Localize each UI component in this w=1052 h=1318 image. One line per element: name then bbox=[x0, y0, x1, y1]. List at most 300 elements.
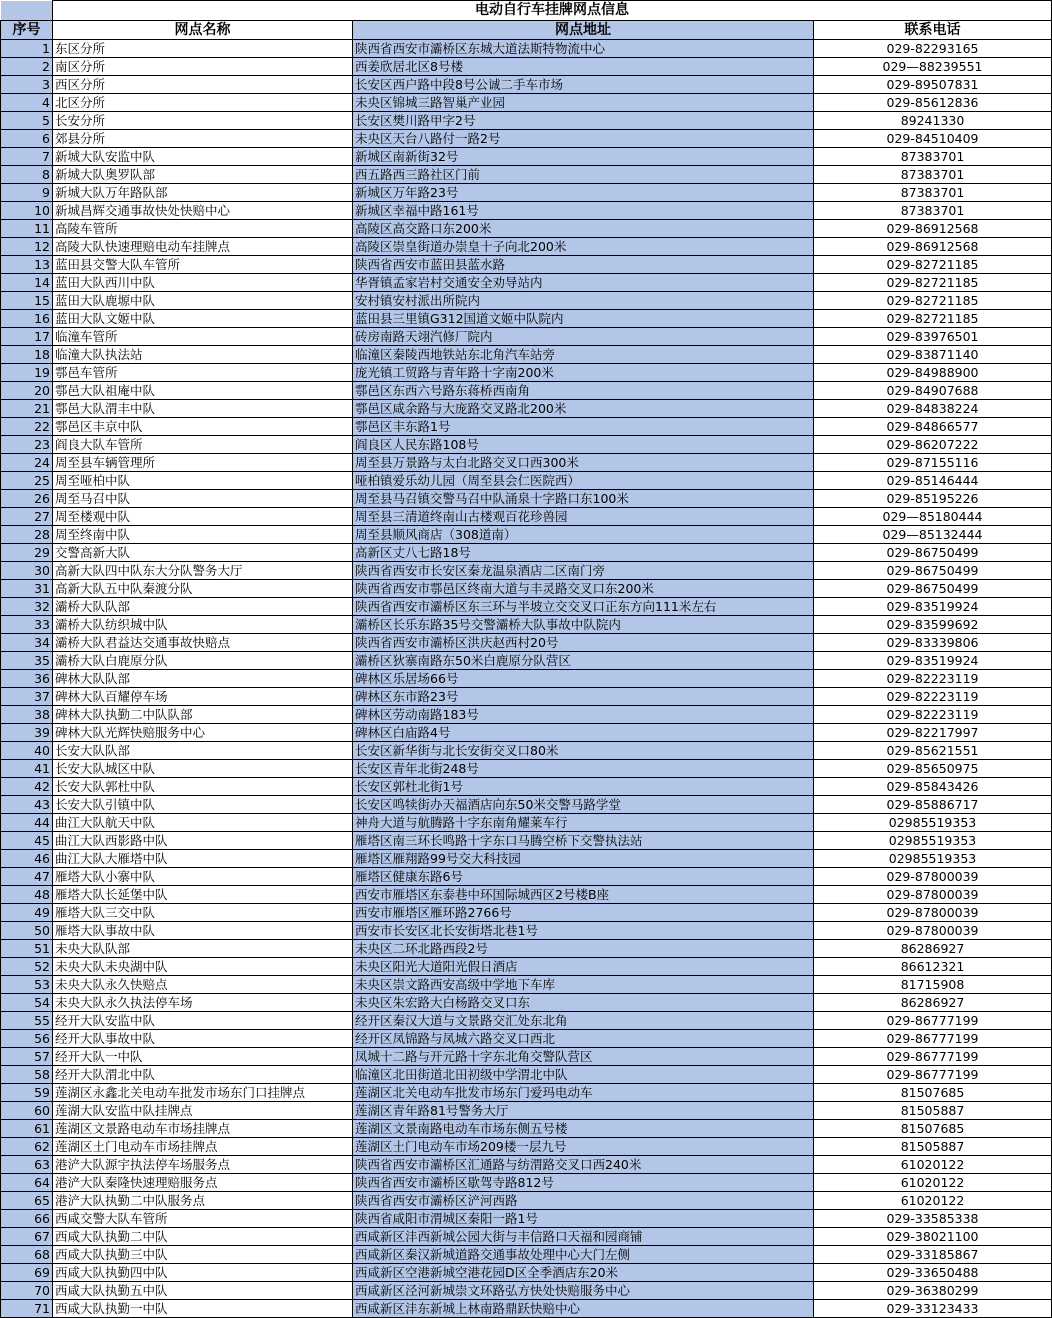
cell-phone: 81715908 bbox=[814, 976, 1052, 994]
table-row bbox=[1, 544, 1052, 562]
cell-phone: 029-85195226 bbox=[814, 490, 1052, 508]
cell-phone: 029-33585338 bbox=[814, 1210, 1052, 1228]
cell-phone: 029-86750499 bbox=[814, 580, 1052, 598]
cell-index: 62 bbox=[1, 1138, 53, 1156]
cell-name: 西咸大队执勤二中队 bbox=[53, 1228, 353, 1246]
cell-phone: 029-86207222 bbox=[814, 436, 1052, 454]
header-name: 网点名称 bbox=[53, 21, 353, 40]
cell-address: 鄠邑区东西六号路东蒋桥西南角 bbox=[353, 382, 814, 400]
table-row bbox=[1, 1030, 1052, 1048]
cell-index: 57 bbox=[1, 1048, 53, 1066]
cell-index: 3 bbox=[1, 76, 53, 94]
cell-address: 陕西省西安市灞桥区汇通路与纺渭路交叉口西240米 bbox=[353, 1156, 814, 1174]
cell-address: 新城区南新街32号 bbox=[353, 148, 814, 166]
cell-name: 港浐大队秦隆快速理赔服务点 bbox=[53, 1174, 353, 1192]
cell-phone: 029-83519924 bbox=[814, 652, 1052, 670]
cell-address: 长安区新华街与北长安街交叉口80米 bbox=[353, 742, 814, 760]
cell-phone: 029-86912568 bbox=[814, 238, 1052, 256]
cell-phone: 029-33185867 bbox=[814, 1246, 1052, 1264]
cell-index: 64 bbox=[1, 1174, 53, 1192]
table-row bbox=[1, 1102, 1052, 1120]
table-row bbox=[1, 346, 1052, 364]
cell-name: 阎良大队车管所 bbox=[53, 436, 353, 454]
cell-name: 曲江大队航天中队 bbox=[53, 814, 353, 832]
cell-phone: 61020122 bbox=[814, 1192, 1052, 1210]
cell-address: 陕西省西安市灞桥区东三环与半坡立交交叉口正东方向111米左右 bbox=[353, 598, 814, 616]
cell-index: 34 bbox=[1, 634, 53, 652]
cell-address: 碑林区白庙路4号 bbox=[353, 724, 814, 742]
cell-index: 21 bbox=[1, 400, 53, 418]
cell-index: 52 bbox=[1, 958, 53, 976]
cell-name: 蓝田大队文姬中队 bbox=[53, 310, 353, 328]
table-row bbox=[1, 220, 1052, 238]
cell-address: 鄠邑区咸余路与大庞路交叉路北200米 bbox=[353, 400, 814, 418]
cell-phone: 029-33650488 bbox=[814, 1264, 1052, 1282]
cell-index: 71 bbox=[1, 1300, 53, 1318]
cell-phone: 029-87800039 bbox=[814, 904, 1052, 922]
table-row bbox=[1, 1138, 1052, 1156]
cell-address: 西安市雁塔区雁环路2766号 bbox=[353, 904, 814, 922]
cell-address: 周至县万景路与太白北路交叉口西300米 bbox=[353, 454, 814, 472]
table-row bbox=[1, 580, 1052, 598]
cell-address: 西咸新区沣西新城公园大街与丰信路口天福和园商铺 bbox=[353, 1228, 814, 1246]
cell-name: 周至楼观中队 bbox=[53, 508, 353, 526]
table-row bbox=[1, 76, 1052, 94]
cell-index: 56 bbox=[1, 1030, 53, 1048]
table-row bbox=[1, 1048, 1052, 1066]
cell-phone: 029-85650975 bbox=[814, 760, 1052, 778]
cell-address: 西咸新区秦汉新城道路交通事故处理中心大门左侧 bbox=[353, 1246, 814, 1264]
header-index: 序号 bbox=[1, 21, 53, 40]
cell-phone: 029-83599692 bbox=[814, 616, 1052, 634]
cell-name: 长安大队郭杜中队 bbox=[53, 778, 353, 796]
cell-address: 新城区幸福中路161号 bbox=[353, 202, 814, 220]
cell-phone: 029—88239551 bbox=[814, 58, 1052, 76]
cell-address: 灞桥区长乐东路35号交警灞桥大队事故中队院内 bbox=[353, 616, 814, 634]
cell-address: 临潼区北田街道北田初级中学渭北中队 bbox=[353, 1066, 814, 1084]
cell-index: 63 bbox=[1, 1156, 53, 1174]
table-row bbox=[1, 1282, 1052, 1300]
table-row bbox=[1, 1084, 1052, 1102]
cell-index: 35 bbox=[1, 652, 53, 670]
cell-address: 长安区樊川路甲字2号 bbox=[353, 112, 814, 130]
table-row bbox=[1, 1246, 1052, 1264]
cell-phone: 029-82721185 bbox=[814, 310, 1052, 328]
table-row bbox=[1, 166, 1052, 184]
cell-index: 37 bbox=[1, 688, 53, 706]
cell-index: 53 bbox=[1, 976, 53, 994]
table-row bbox=[1, 130, 1052, 148]
cell-index: 45 bbox=[1, 832, 53, 850]
cell-address: 陕西省西安市灞桥区歇驾寺路812号 bbox=[353, 1174, 814, 1192]
table-row bbox=[1, 724, 1052, 742]
cell-name: 新城大队安监中队 bbox=[53, 148, 353, 166]
cell-index: 10 bbox=[1, 202, 53, 220]
cell-address: 陕西省西安市灞桥区东城大道法斯特物流中心 bbox=[353, 40, 814, 58]
cell-name: 临潼车管所 bbox=[53, 328, 353, 346]
cell-address: 雁塔区南三环长鸣路十字东口马腾空桥下交警执法站 bbox=[353, 832, 814, 850]
cell-phone: 029-82721185 bbox=[814, 256, 1052, 274]
cell-name: 曲江大队西影路中队 bbox=[53, 832, 353, 850]
cell-address: 陕西省西安市鄠邑区终南大道与丰灵路交叉口东200米 bbox=[353, 580, 814, 598]
cell-name: 长安大队引镇中队 bbox=[53, 796, 353, 814]
cell-name: 经开大队安监中队 bbox=[53, 1012, 353, 1030]
cell-index: 29 bbox=[1, 544, 53, 562]
cell-index: 13 bbox=[1, 256, 53, 274]
cell-name: 郊县分所 bbox=[53, 130, 353, 148]
cell-name: 经开大队渭北中队 bbox=[53, 1066, 353, 1084]
table-row bbox=[1, 238, 1052, 256]
cell-index: 24 bbox=[1, 454, 53, 472]
cell-phone: 029-82223119 bbox=[814, 670, 1052, 688]
table-row bbox=[1, 814, 1052, 832]
cell-address: 长安区西户路中段8号公诚二手车市场 bbox=[353, 76, 814, 94]
cell-index: 38 bbox=[1, 706, 53, 724]
cell-phone: 029-86777199 bbox=[814, 1066, 1052, 1084]
cell-name: 碑林大队百耀停车场 bbox=[53, 688, 353, 706]
cell-name: 碑林大队执勤二中队队部 bbox=[53, 706, 353, 724]
cell-phone: 86286927 bbox=[814, 940, 1052, 958]
table-row bbox=[1, 58, 1052, 76]
cell-index: 70 bbox=[1, 1282, 53, 1300]
cell-name: 港浐大队源宇执法停车场服务点 bbox=[53, 1156, 353, 1174]
cell-name: 蓝田大队鹿塬中队 bbox=[53, 292, 353, 310]
table-row bbox=[1, 850, 1052, 868]
cell-name: 高新大队四中队东大分队警务大厅 bbox=[53, 562, 353, 580]
cell-index: 12 bbox=[1, 238, 53, 256]
cell-phone: 029-83519924 bbox=[814, 598, 1052, 616]
cell-name: 西咸大队执勤四中队 bbox=[53, 1264, 353, 1282]
cell-index: 46 bbox=[1, 850, 53, 868]
cell-phone: 61020122 bbox=[814, 1174, 1052, 1192]
cell-address: 砖房南路天翊汽修厂院内 bbox=[353, 328, 814, 346]
cell-index: 40 bbox=[1, 742, 53, 760]
cell-address: 长安区鸣犊街办天福酒店向东50米交警马路学堂 bbox=[353, 796, 814, 814]
cell-address: 陕西省西安市长安区秦龙温泉酒店二区南门旁 bbox=[353, 562, 814, 580]
table-row bbox=[1, 688, 1052, 706]
table-row bbox=[1, 598, 1052, 616]
cell-name: 灞桥大队君益达交通事故快赔点 bbox=[53, 634, 353, 652]
cell-phone: 029-82223119 bbox=[814, 706, 1052, 724]
cell-index: 47 bbox=[1, 868, 53, 886]
cell-phone: 029-84907688 bbox=[814, 382, 1052, 400]
cell-index: 48 bbox=[1, 886, 53, 904]
table-row bbox=[1, 526, 1052, 544]
cell-name: 雁塔大队长延堡中队 bbox=[53, 886, 353, 904]
cell-name: 交警高新大队 bbox=[53, 544, 353, 562]
cell-address: 雁塔区雁翔路99号交大科技园 bbox=[353, 850, 814, 868]
cell-address: 未央区二环北路西段2号 bbox=[353, 940, 814, 958]
cell-phone: 029-38021100 bbox=[814, 1228, 1052, 1246]
cell-address: 鄠邑区丰东路1号 bbox=[353, 418, 814, 436]
cell-name: 南区分所 bbox=[53, 58, 353, 76]
cell-address: 未央区崇文路西安高级中学地下车库 bbox=[353, 976, 814, 994]
table-row bbox=[1, 436, 1052, 454]
cell-address: 西五路西三路社区门前 bbox=[353, 166, 814, 184]
cell-phone: 029-89507831 bbox=[814, 76, 1052, 94]
table-row bbox=[1, 310, 1052, 328]
cell-address: 高陵区高交路口东200米 bbox=[353, 220, 814, 238]
cell-phone: 81505887 bbox=[814, 1102, 1052, 1120]
cell-phone: 02985519353 bbox=[814, 832, 1052, 850]
cell-name: 莲湖区文景路电动车市场挂牌点 bbox=[53, 1120, 353, 1138]
cell-phone: 02985519353 bbox=[814, 814, 1052, 832]
cell-phone: 029-86777199 bbox=[814, 1030, 1052, 1048]
cell-address: 陕西省西安市灞桥区浐河西路 bbox=[353, 1192, 814, 1210]
table-row bbox=[1, 256, 1052, 274]
cell-address: 蓝田县三里镇G312国道文姬中队院内 bbox=[353, 310, 814, 328]
table-row bbox=[1, 778, 1052, 796]
cell-name: 经开大队事故中队 bbox=[53, 1030, 353, 1048]
cell-phone: 029-87800039 bbox=[814, 886, 1052, 904]
table-row bbox=[1, 976, 1052, 994]
cell-phone: 87383701 bbox=[814, 148, 1052, 166]
table-row bbox=[1, 742, 1052, 760]
cell-name: 高陵大队快速理赔电动车挂牌点 bbox=[53, 238, 353, 256]
table-row bbox=[1, 616, 1052, 634]
cell-index: 28 bbox=[1, 526, 53, 544]
cell-index: 15 bbox=[1, 292, 53, 310]
cell-phone: 87383701 bbox=[814, 184, 1052, 202]
cell-name: 周至县车辆管理所 bbox=[53, 454, 353, 472]
cell-name: 北区分所 bbox=[53, 94, 353, 112]
cell-name: 莲湖区永鑫北关电动车批发市场东门口挂牌点 bbox=[53, 1084, 353, 1102]
cell-name: 鄠邑大队祖庵中队 bbox=[53, 382, 353, 400]
cell-address: 碑林区乐居场66号 bbox=[353, 670, 814, 688]
cell-name: 长安大队城区中队 bbox=[53, 760, 353, 778]
cell-phone: 029-83976501 bbox=[814, 328, 1052, 346]
cell-phone: 89241330 bbox=[814, 112, 1052, 130]
cell-name: 新城昌辉交通事故快处快赔中心 bbox=[53, 202, 353, 220]
cell-phone: 029-36380299 bbox=[814, 1282, 1052, 1300]
cell-address: 未央区朱宏路大白杨路交叉口东 bbox=[353, 994, 814, 1012]
cell-phone: 029-85843426 bbox=[814, 778, 1052, 796]
cell-index: 11 bbox=[1, 220, 53, 238]
cell-index: 51 bbox=[1, 940, 53, 958]
cell-address: 西安市雁塔区东泰巷中环国际城西区2号楼B座 bbox=[353, 886, 814, 904]
cell-name: 鄠邑大队渭丰中队 bbox=[53, 400, 353, 418]
cell-index: 32 bbox=[1, 598, 53, 616]
table-row bbox=[1, 940, 1052, 958]
cell-address: 西咸新区空港新城空港花园D区全季酒店东20米 bbox=[353, 1264, 814, 1282]
cell-index: 23 bbox=[1, 436, 53, 454]
table-row bbox=[1, 958, 1052, 976]
cell-index: 27 bbox=[1, 508, 53, 526]
cell-address: 高陵区崇皇街道办崇皇十子向北200米 bbox=[353, 238, 814, 256]
cell-index: 59 bbox=[1, 1084, 53, 1102]
cell-phone: 81507685 bbox=[814, 1120, 1052, 1138]
cell-phone: 029-83871140 bbox=[814, 346, 1052, 364]
cell-address: 西咸新区沣东新城上林南路鼎跃快赔中心 bbox=[353, 1300, 814, 1318]
cell-name: 未央大队队部 bbox=[53, 940, 353, 958]
cell-index: 9 bbox=[1, 184, 53, 202]
cell-address: 莲湖区土门电动车市场209楼一层九号 bbox=[353, 1138, 814, 1156]
cell-phone: 029-84866577 bbox=[814, 418, 1052, 436]
cell-address: 陕西省咸阳市渭城区秦阳一路1号 bbox=[353, 1210, 814, 1228]
cell-address: 经开区凤锦路与凤城六路交叉口西北 bbox=[353, 1030, 814, 1048]
cell-address: 长安区郭杜北街1号 bbox=[353, 778, 814, 796]
table-row bbox=[1, 1174, 1052, 1192]
cell-phone: 029—85132444 bbox=[814, 526, 1052, 544]
cell-address: 神舟大道与航腾路十字东南角耀莱车行 bbox=[353, 814, 814, 832]
header-phone: 联系电话 bbox=[814, 21, 1052, 40]
cell-address: 高新区丈八七路18号 bbox=[353, 544, 814, 562]
cell-phone: 029—85180444 bbox=[814, 508, 1052, 526]
cell-address: 临潼区秦陵西地铁站东北角汽车站旁 bbox=[353, 346, 814, 364]
cell-address: 雁塔区健康东路6号 bbox=[353, 868, 814, 886]
cell-name: 鄠邑车管所 bbox=[53, 364, 353, 382]
cell-address: 经开区秦汉大道与文景路交汇处东北角 bbox=[353, 1012, 814, 1030]
cell-index: 2 bbox=[1, 58, 53, 76]
table-row bbox=[1, 562, 1052, 580]
table-row bbox=[1, 382, 1052, 400]
header-address: 网点地址 bbox=[353, 21, 814, 40]
table-row bbox=[1, 796, 1052, 814]
table-row bbox=[1, 94, 1052, 112]
cell-phone: 029-85621551 bbox=[814, 742, 1052, 760]
cell-name: 长安分所 bbox=[53, 112, 353, 130]
table-row bbox=[1, 148, 1052, 166]
table-row bbox=[1, 490, 1052, 508]
cell-phone: 029-82223119 bbox=[814, 688, 1052, 706]
table-row bbox=[1, 184, 1052, 202]
cell-address: 莲湖区文景南路电动车市场东侧五号楼 bbox=[353, 1120, 814, 1138]
table-row bbox=[1, 1156, 1052, 1174]
cell-name: 蓝田县交警大队车管所 bbox=[53, 256, 353, 274]
table-body bbox=[1, 40, 1052, 1318]
table-row bbox=[1, 1264, 1052, 1282]
cell-index: 50 bbox=[1, 922, 53, 940]
table-row bbox=[1, 832, 1052, 850]
cell-address: 庞光镇工贸路与青年路十字南200米 bbox=[353, 364, 814, 382]
table-row bbox=[1, 508, 1052, 526]
cell-address: 陕西省西安市蓝田县蓝水路 bbox=[353, 256, 814, 274]
cell-address: 西安市长安区北长安街塔北巷1号 bbox=[353, 922, 814, 940]
cell-phone: 029-84838224 bbox=[814, 400, 1052, 418]
title-row bbox=[1, 1, 1052, 21]
cell-phone: 029-87800039 bbox=[814, 922, 1052, 940]
corner-cell bbox=[1, 1, 53, 21]
cell-name: 鄠邑区丰京中队 bbox=[53, 418, 353, 436]
cell-index: 67 bbox=[1, 1228, 53, 1246]
table-row bbox=[1, 1066, 1052, 1084]
cell-phone: 61020122 bbox=[814, 1156, 1052, 1174]
cell-address: 灞桥区狄寨南路东50米白鹿原分队营区 bbox=[353, 652, 814, 670]
cell-index: 8 bbox=[1, 166, 53, 184]
cell-name: 临潼大队执法站 bbox=[53, 346, 353, 364]
cell-address: 未央区阳光大道阳光假日酒店 bbox=[353, 958, 814, 976]
cell-phone: 029-84988900 bbox=[814, 364, 1052, 382]
cell-name: 西咸大队执勤三中队 bbox=[53, 1246, 353, 1264]
table-row bbox=[1, 1192, 1052, 1210]
cell-index: 31 bbox=[1, 580, 53, 598]
cell-name: 高新大队五中队秦渡分队 bbox=[53, 580, 353, 598]
table-row bbox=[1, 364, 1052, 382]
cell-phone: 029-87800039 bbox=[814, 868, 1052, 886]
cell-address: 碑林区劳动南路183号 bbox=[353, 706, 814, 724]
cell-phone: 02985519353 bbox=[814, 850, 1052, 868]
cell-phone: 81505887 bbox=[814, 1138, 1052, 1156]
cell-address: 新城区万年路23号 bbox=[353, 184, 814, 202]
cell-index: 30 bbox=[1, 562, 53, 580]
table-row bbox=[1, 706, 1052, 724]
cell-address: 莲湖区北关电动车批发市场东门爱玛电动车 bbox=[353, 1084, 814, 1102]
cell-phone: 029-84510409 bbox=[814, 130, 1052, 148]
table-row bbox=[1, 40, 1052, 58]
cell-index: 68 bbox=[1, 1246, 53, 1264]
cell-name: 碑林大队队部 bbox=[53, 670, 353, 688]
cell-index: 66 bbox=[1, 1210, 53, 1228]
cell-name: 西咸大队执勤五中队 bbox=[53, 1282, 353, 1300]
cell-index: 20 bbox=[1, 382, 53, 400]
cell-phone: 029-82721185 bbox=[814, 292, 1052, 310]
cell-index: 58 bbox=[1, 1066, 53, 1084]
cell-address: 未央区锦城三路智巢产业园 bbox=[353, 94, 814, 112]
cell-address: 西姜欣居北区8号楼 bbox=[353, 58, 814, 76]
cell-index: 17 bbox=[1, 328, 53, 346]
header-row bbox=[1, 21, 1052, 40]
cell-name: 长安大队队部 bbox=[53, 742, 353, 760]
table-row bbox=[1, 202, 1052, 220]
cell-index: 22 bbox=[1, 418, 53, 436]
cell-index: 39 bbox=[1, 724, 53, 742]
cell-address: 凤城十二路与开元路十字东北角交警队营区 bbox=[353, 1048, 814, 1066]
cell-index: 55 bbox=[1, 1012, 53, 1030]
cell-name: 周至终南中队 bbox=[53, 526, 353, 544]
table-row bbox=[1, 274, 1052, 292]
table-row bbox=[1, 400, 1052, 418]
cell-name: 高陵车管所 bbox=[53, 220, 353, 238]
cell-name: 西区分所 bbox=[53, 76, 353, 94]
table-row bbox=[1, 1120, 1052, 1138]
cell-phone: 029-82721185 bbox=[814, 274, 1052, 292]
cell-name: 莲湖大队安监中队挂牌点 bbox=[53, 1102, 353, 1120]
cell-phone: 029-85886717 bbox=[814, 796, 1052, 814]
cell-name: 未央大队永久快赔点 bbox=[53, 976, 353, 994]
cell-phone: 86286927 bbox=[814, 994, 1052, 1012]
cell-name: 雁塔大队小寨中队 bbox=[53, 868, 353, 886]
cell-index: 19 bbox=[1, 364, 53, 382]
cell-phone: 87383701 bbox=[814, 166, 1052, 184]
cell-phone: 029-33123433 bbox=[814, 1300, 1052, 1318]
cell-name: 灞桥大队队部 bbox=[53, 598, 353, 616]
cell-name: 西咸大队执勤一中队 bbox=[53, 1300, 353, 1318]
cell-address: 华胥镇孟家岩村交通安全劝导站内 bbox=[353, 274, 814, 292]
cell-index: 44 bbox=[1, 814, 53, 832]
cell-index: 18 bbox=[1, 346, 53, 364]
cell-name: 东区分所 bbox=[53, 40, 353, 58]
table-row bbox=[1, 634, 1052, 652]
cell-name: 灞桥大队白鹿原分队 bbox=[53, 652, 353, 670]
cell-index: 7 bbox=[1, 148, 53, 166]
cell-index: 16 bbox=[1, 310, 53, 328]
cell-phone: 029-86777199 bbox=[814, 1012, 1052, 1030]
cell-index: 26 bbox=[1, 490, 53, 508]
table-row bbox=[1, 112, 1052, 130]
cell-index: 54 bbox=[1, 994, 53, 1012]
cell-index: 41 bbox=[1, 760, 53, 778]
cell-name: 新城大队万年路队部 bbox=[53, 184, 353, 202]
cell-address: 未央区天台八路付一路2号 bbox=[353, 130, 814, 148]
cell-phone: 029-85146444 bbox=[814, 472, 1052, 490]
cell-address: 周至县顺风商店（308道南） bbox=[353, 526, 814, 544]
cell-address: 碑林区东市路23号 bbox=[353, 688, 814, 706]
cell-name: 碑林大队光辉快赔服务中心 bbox=[53, 724, 353, 742]
cell-index: 61 bbox=[1, 1120, 53, 1138]
cell-index: 69 bbox=[1, 1264, 53, 1282]
cell-name: 莲湖区土门电动车市场挂牌点 bbox=[53, 1138, 353, 1156]
cell-index: 4 bbox=[1, 94, 53, 112]
